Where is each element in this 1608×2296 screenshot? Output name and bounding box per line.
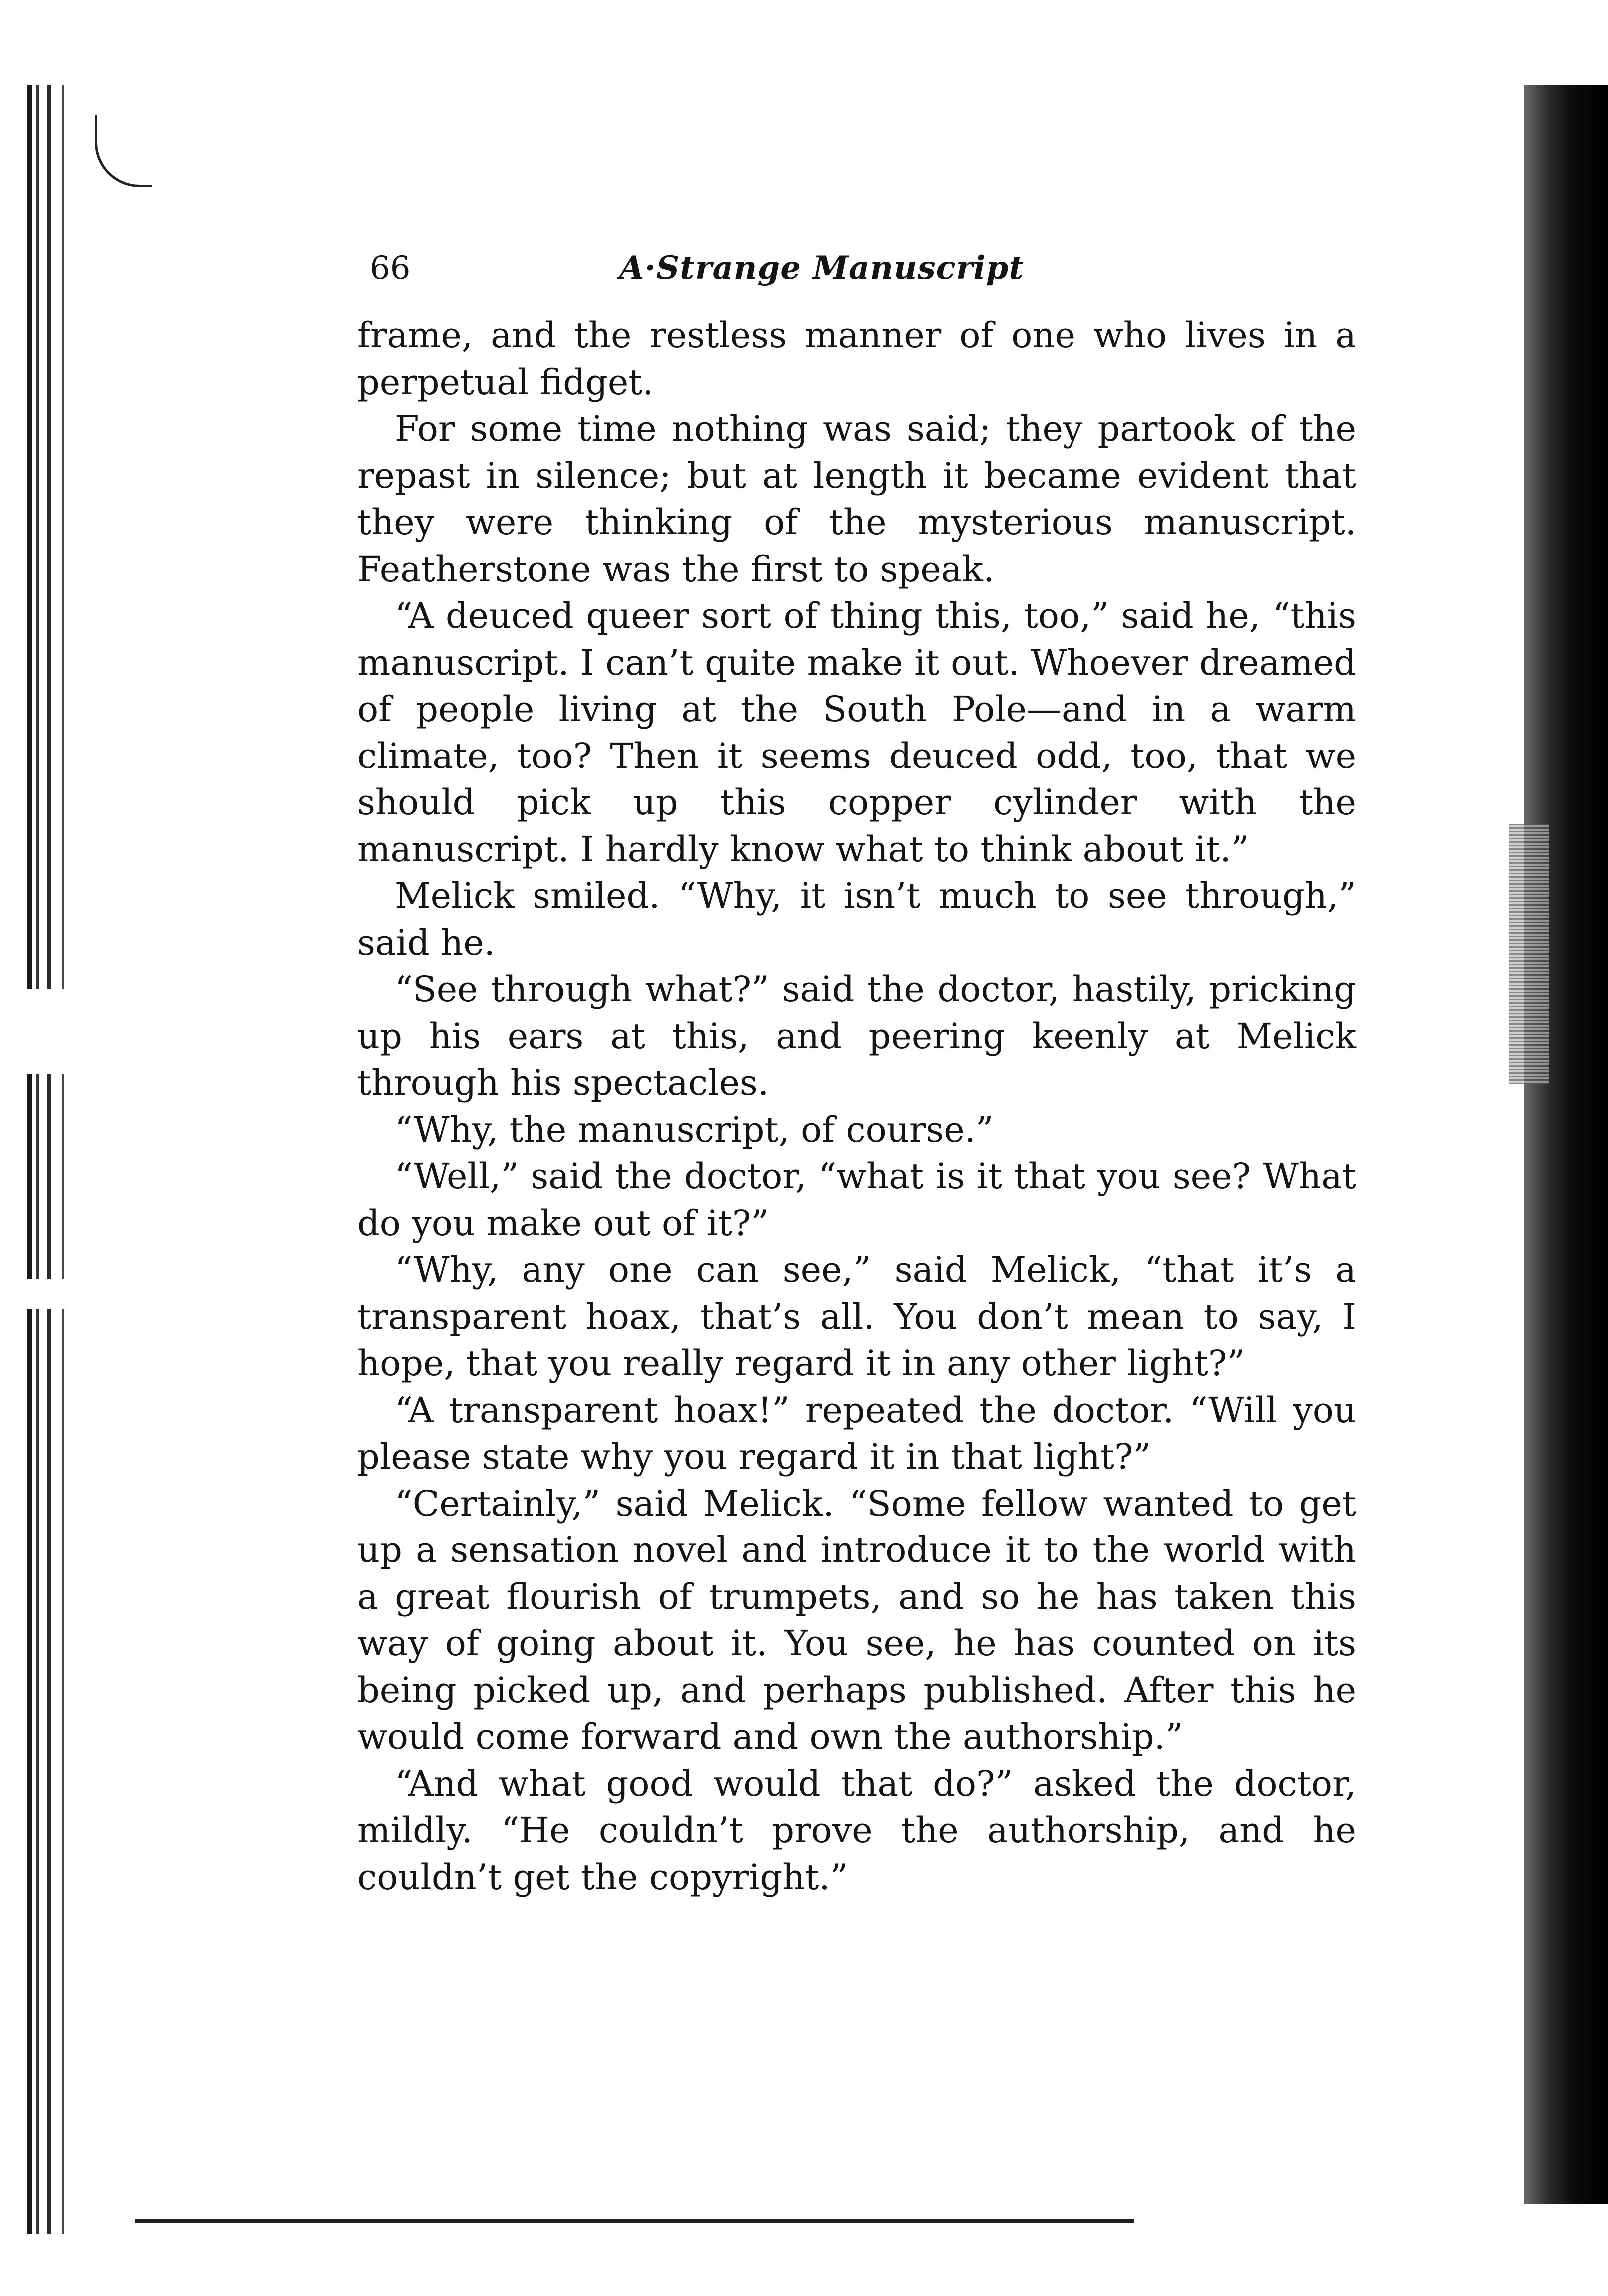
paragraph: “And what good would that do?” asked the doctor, mildly. “He couldn’t prove the authorship, and he couldn’t get the copyright.” (357, 1763, 1356, 1898)
paragraph: “Certainly,” said Melick. “Some fellow wanted to get up a sensation novel and introduce it to the world with a great flourish of trumpets, and so he has taken this way of going about it. You see, he has counted on its being picked up, and perhaps published. After this he would come forward and own the authorship.” (357, 1483, 1356, 1757)
paragraph: “Why, any one can see,” said Melick, “that it’s a transparent hoax, that’s all. You don’t mean to say, I hope, that you really regard it in any other light?” (357, 1249, 1356, 1384)
paragraph: “See through what?” said the doctor, hastily, pricking up his ears at this, and peering keenly at Melick through his spectacles. (357, 969, 1356, 1103)
binding-gap (20, 1279, 110, 1309)
torn-corner-mark (95, 115, 152, 187)
paragraph: “Well,” said the doctor, “what is it that you see? What do you make out of it?” (357, 1156, 1356, 1244)
paragraph: For some time nothing was said; they partook of the repast in silence; but at length it became evident that they were thinking of the mysterious manuscript. Featherstone was the first to speak. (357, 408, 1356, 590)
paragraph: Melick smiled. “Why, it isn’t much to see through,” said he. (357, 875, 1356, 963)
paragraph: frame, and the restless manner of one who lives in a perpetual fidget. (357, 315, 1356, 403)
right-edge-speckle (1509, 824, 1549, 1084)
left-binding-edge (27, 85, 102, 2234)
page-number: 66 (370, 250, 411, 287)
bottom-edge-line (135, 2219, 1134, 2223)
paragraph: “A deuced queer sort of thing this, too,” said he, “this manuscript. I can’t quite make it out. Whoever dreamed of people living at the South Pole—and in a warm climate, too? Then it seems deuced odd, too, that we should pick up this copper cylinder with the manuscript. I hardly know what to think about it.” (357, 595, 1356, 870)
running-header (370, 241, 1519, 296)
body-text (357, 312, 1356, 1901)
paragraph: “Why, the manuscript, of course.” (395, 1109, 994, 1150)
binding-gap (20, 989, 110, 1074)
right-page-shadow (1524, 85, 1608, 2204)
paragraph: “A transparent hoax!” repeated the doctor. “Will you please state why you regard it in that light?” (357, 1389, 1356, 1477)
running-title: A·Strange Manuscript (619, 249, 1024, 287)
